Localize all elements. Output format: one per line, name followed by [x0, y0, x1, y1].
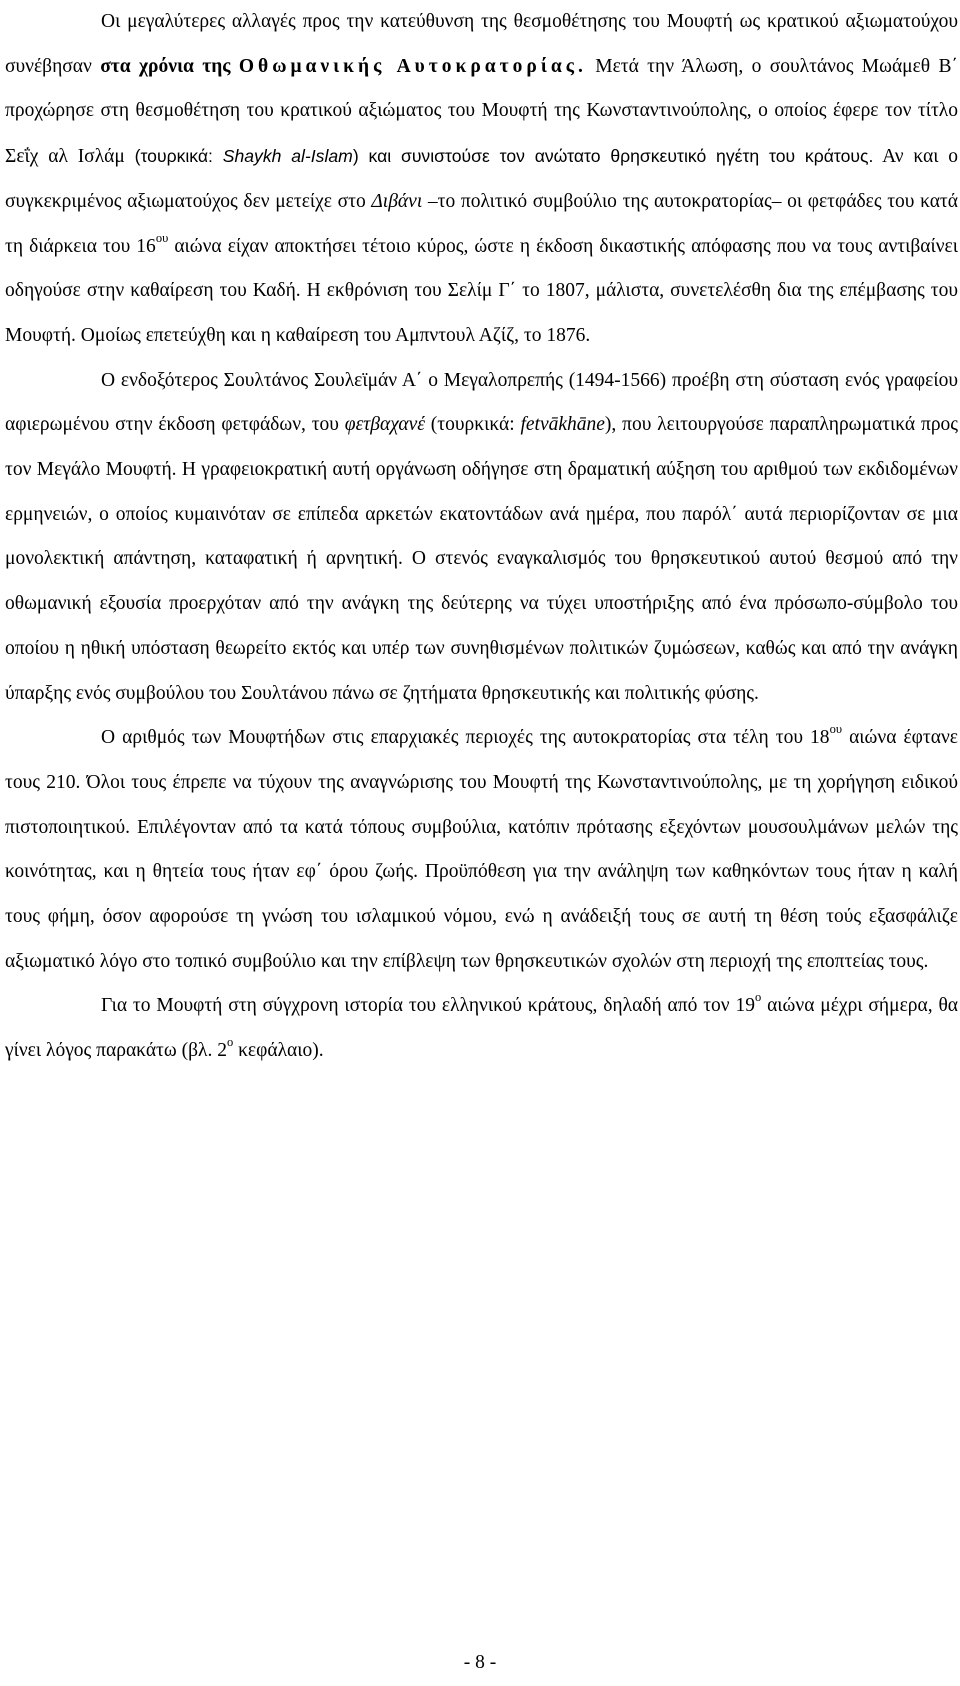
- text-run: –το πολιτικό συμβούλιο της αυτοκρατορίας– οι φετφάδες του κατά τη διάρκεια του 16: [5, 190, 958, 257]
- text-run: Μετά την Άλωση, ο σουλτάνος Μωάμεθ Β΄ προχώρησε στη θεσμοθέτηση του κρατικού αξιώματος του Μουφτή της Κωνσταντινούπολης, ο οποίος έφερε τον τίτλο Σεΐχ αλ Ισλάμ: [5, 55, 959, 168]
- text-run: Ο ενδοξότερος Σουλτάνος Σουλεϊμάν Α΄ ο Μεγαλοπρεπής (1494-1566) προέβη στη σύσταση ενός γραφείου αφιερωμένου στην έκδοση φετφάδων, του: [5, 369, 958, 436]
- text-run: ), που λειτουργούσε παραπληρωματικά προς τον Μεγάλο Μουφτή. Η γραφειοκρατική αυτή οργάνωση οδήγησε στη δραματική αύξηση του αριθμού των εκδιδομένων ερμηνειών, ο οποίος κυμαινόταν σε επίπεδα αρκετών εκατοντάδων ανά ημέρα, που παρόλ΄ αυτά περιορίζονταν σε μια μονολεκτική απάντηση, καταφατική ή αρνητική. Ο στενός εναγκαλισμός του θρησκευτικού αυτού θεσμού από την οθωμανική εξουσία προερχόταν από την ανάγκη της δεύτερης να τύχει υποστήριξης από ένα πρόσωπο-σύμβολο του οποίου η ηθική υπόσταση θεωρείτο εκτός και υπέρ των συνηθισμένων πολιτικών ζυμώσεων, καθώς και από την ανάγκη ύπαρξης ενός συμβούλου του Σουλτάνου πάνω σε ζητήματα θρησκευτικής και πολιτικής φύσης.: [5, 414, 959, 704]
- text-run: φετβαχανέ: [344, 414, 425, 436]
- paragraph: [5, 359, 958, 717]
- text-run: Για το Μουφτή στη σύγχρονη ιστορία του ελληνικού κράτους, δηλαδή από τον 19: [101, 995, 755, 1017]
- paragraph: [5, 716, 958, 984]
- text-run: Οι μεγαλύτερες αλλαγές προς την κατεύθυνση της θεσμοθέτησης του Μουφτή ως κρατικού αξιωματούχου συνέβησαν: [5, 11, 958, 77]
- page-number: - 8 -: [463, 1652, 497, 1673]
- superscript-text: ου: [155, 230, 169, 245]
- text-run: κεφάλαιο).: [233, 1040, 324, 1062]
- text-run: στα χρόνια της: [100, 55, 239, 77]
- text-run: αιώνα είχαν αποκτήσει τέτοιο κύρος, ώστε η έκδοση δικαστικής απόφασης που να τους αντιβαίνει οδηγούσε στην καθαίρεση του Καδή. Η εκθρόνιση του Σελίμ Γ΄ το 1807, μάλιστα, συνετελέσθη δια της επέμβασης του Μουφτή. Ομοίως επετεύχθη και η καθαίρεση του Αμπντουλ Αζίζ, το 1876.: [5, 235, 958, 346]
- text-run: (τουρκικά:: [134, 146, 223, 167]
- superscript-text: ου: [829, 722, 843, 737]
- paragraph: [5, 984, 958, 1073]
- text-run: Οθωμανικής Αυτοκρατορίας.: [238, 55, 587, 77]
- text-run: (τουρκικά:: [424, 414, 521, 436]
- text-run: αιώνα μέχρι σήμερα, θα γίνει λόγος παρακάτω (βλ. 2: [5, 995, 959, 1062]
- text-run: Αν και ο συγκεκριμένος αξιωματούχος δεν μετείχε στο: [5, 146, 958, 212]
- text-run: ) και συνιστούσε τον ανώτατο θρησκευτικό ηγέτη του κράτους.: [352, 146, 874, 167]
- text-run: fetvākhāne: [520, 414, 605, 436]
- superscript-text: ο: [754, 990, 762, 1005]
- text-run: αιώνα έφτανε τους 210. Όλοι τους έπρεπε να τύχουν της αναγνώρισης του Μουφτή της Κωνσταντινούπολης, με τη χορήγηση ειδικού πιστοποιητικού. Επιλέγονταν από τα κατά τόπους συμβούλια, κατόπιν πρότασης εξεχόντων μουσουλμάνων μελών της κοινότητας, και η θητεία τους ήταν εφ΄ όρου ζωής. Προϋπόθεση για την ανάληψη των καθηκόντων τους ήταν η καλή τους φήμη, όσον αφορούσε τη γνώση του ισλαμικού νόμου, ενώ η ανάδειξή τους σε αυτή τη θέση τούς εξασφάλιζε αξιωματικό λόγο στο τοπικό συμβούλιο και την επίβλεψη των θρησκευτικών σχολών στη περιοχή της εποπτείας τους.: [5, 727, 958, 972]
- body-text: [5, 0, 958, 1074]
- text-run: Shaykh al-Islam: [222, 146, 353, 167]
- text-run: Διβάνι: [371, 190, 423, 212]
- paragraph: [5, 0, 958, 359]
- text-run: Ο αριθμός των Μουφτήδων στις επαρχιακές περιοχές της αυτοκρατορίας στα τέλη του 18: [101, 727, 830, 749]
- superscript-text: ο: [226, 1035, 234, 1050]
